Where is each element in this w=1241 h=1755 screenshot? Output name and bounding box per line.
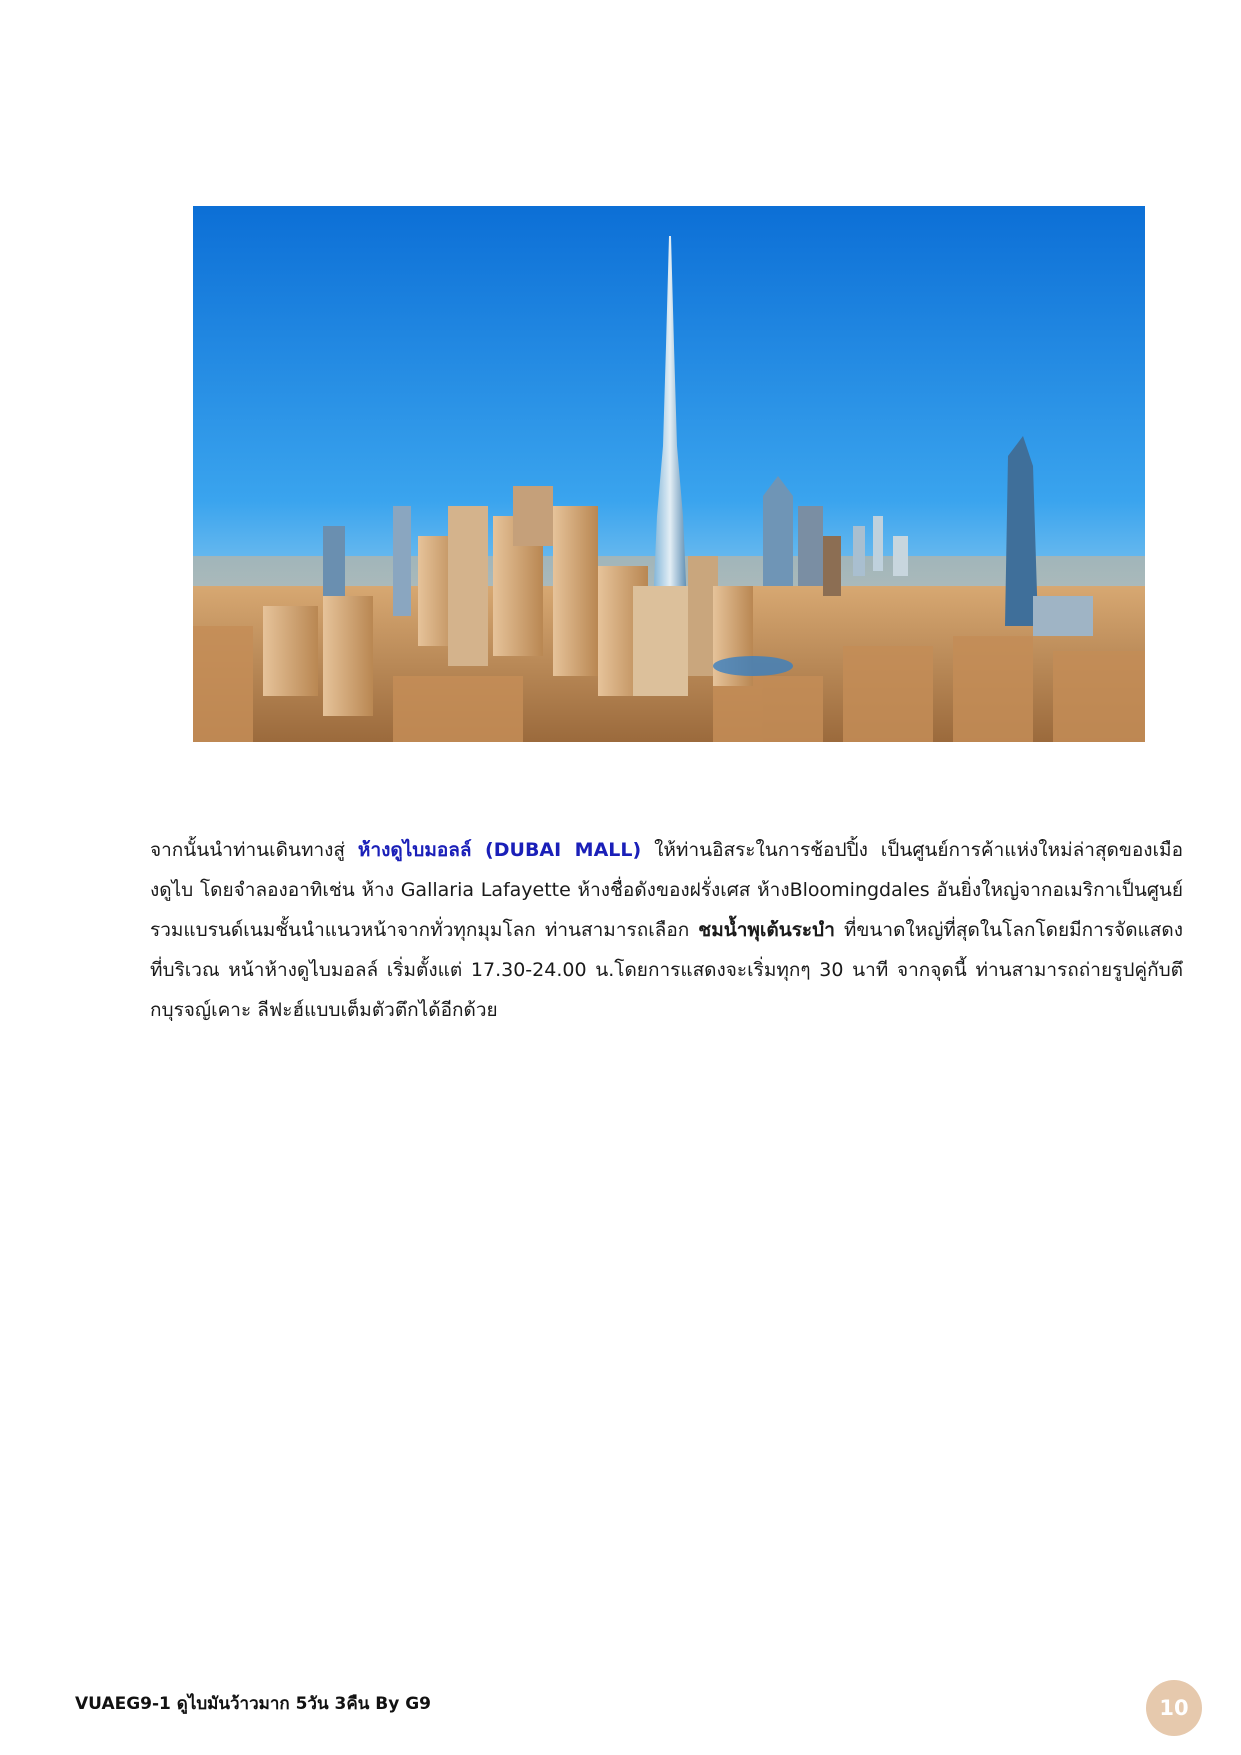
paragraph-text-1: จากนั้นนำท่านเดินทางสู่ bbox=[150, 839, 358, 861]
paragraph-text-3: ที่ขนาดใหญ่ที่สุดในโลกโดยมีการจัดแสดงที่บริเวณ หน้าห้างดูไบมอลล์ เริ่มตั้งแต่ 17.30-24.00 น.โดยการแสดงจะเริ่มทุกๆ 30 นาที จากจุดนี้ ท่านสามารถถ่ายรูปคู่กับตึกบุรจญ์เคาะ ลีฟะฮ์แบบเต็มตัวตึกได้อีกด้วย bbox=[150, 919, 1183, 1021]
footer-program-code: VUAEG9-1 ดูไบมันว้าวมาก 5วัน 3คืน By G9 bbox=[75, 1694, 431, 1714]
page-number: 10 bbox=[1159, 1696, 1189, 1720]
dubai-mall-highlight: ห้างดูไบมอลล์ (DUBAI MALL) bbox=[357, 839, 642, 861]
paragraph-text-2: ให้ท่านอิสระในการช้อปปิ้ง เป็นศูนย์การค้าแห่งใหม่ล่าสุดของเมืองดูไบ โดยจำลองอาทิเช่น ห้าง Gallaria Lafayette ห้างชื่อดังของฝรั่งเศส ห้างBloomingdales อันยิ่งใหญ่จากอเมริกาเป็นศูนย์รวมแบรนด์เนมชั้นนำแนวหน้าจากทั่วทุกมุมโลก ท่านสามารถเลือก bbox=[150, 839, 1183, 941]
skyline-illustration bbox=[193, 206, 1145, 742]
itinerary-paragraph bbox=[150, 830, 1183, 1030]
fountain-highlight: ชมน้ำพุเต้นระบำ bbox=[698, 919, 835, 941]
page-number-badge bbox=[1146, 1680, 1202, 1736]
dubai-skyline-photo bbox=[193, 206, 1145, 742]
